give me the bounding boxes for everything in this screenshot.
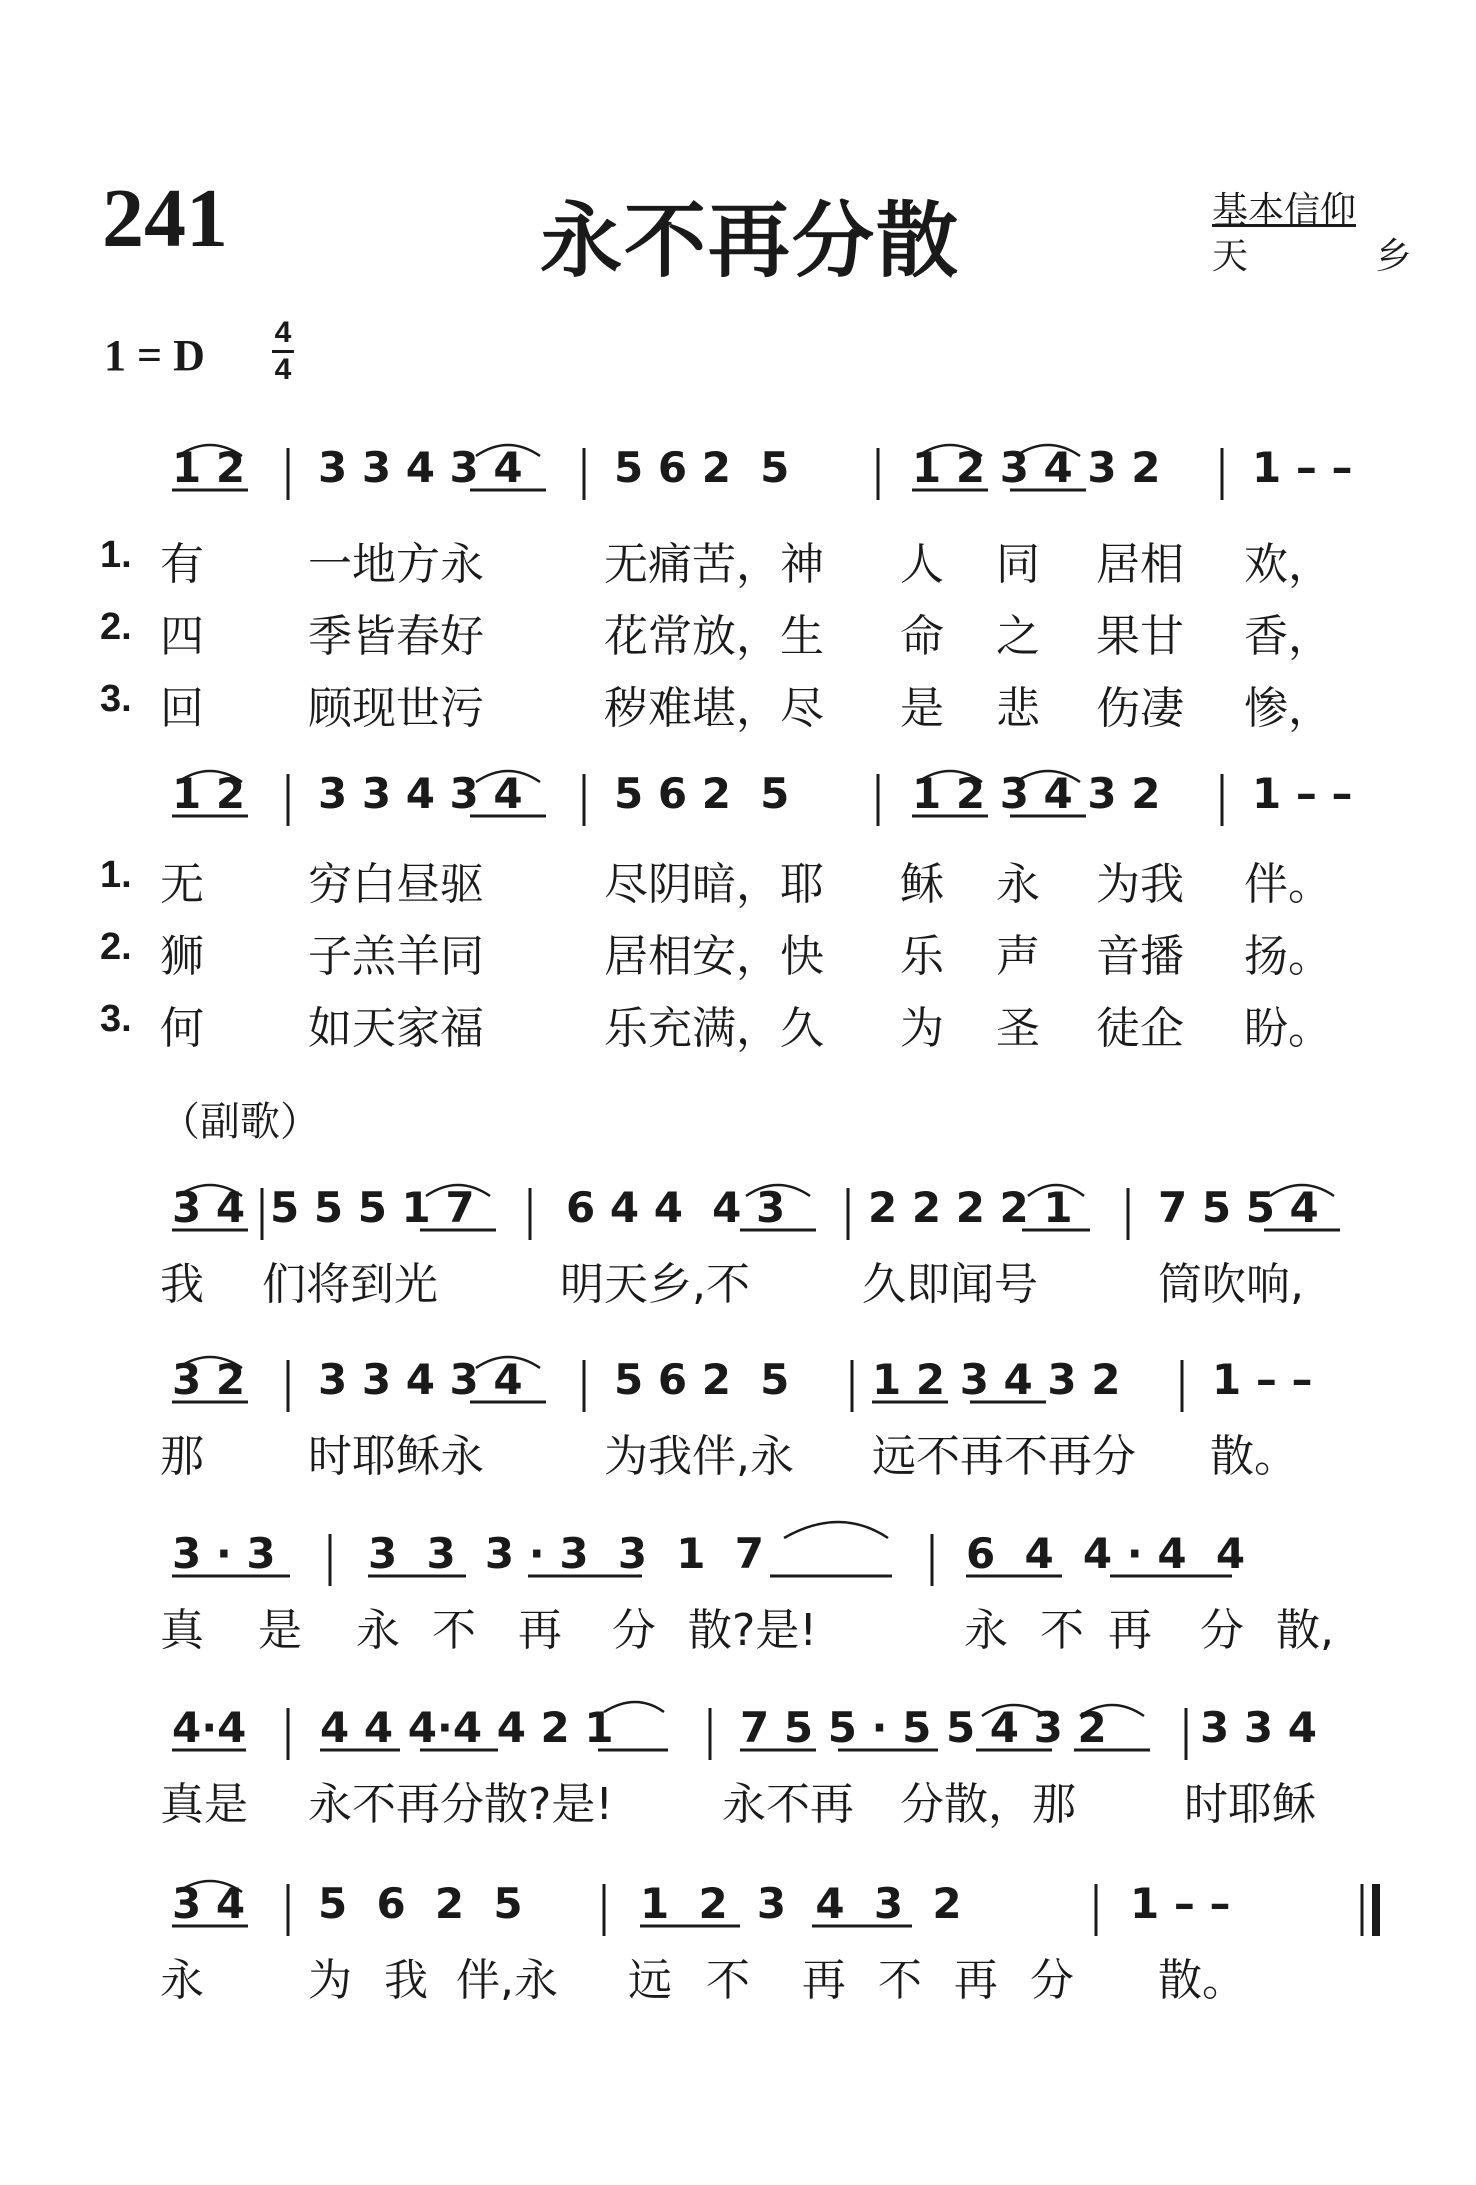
note-group: 3 · 3 xyxy=(172,1529,276,1578)
lyric: 无痛苦，神 xyxy=(604,539,824,590)
lyric: 命 xyxy=(900,611,944,662)
note-group: 1 2 3 4 3 2 xyxy=(640,1879,962,1928)
verse-number: 3. xyxy=(100,678,132,720)
note-group: 2 2 2 2 1 xyxy=(868,1183,1073,1232)
note-group: 3 2 xyxy=(172,1355,246,1404)
lyric: 有 xyxy=(160,539,204,590)
note-group: 3 3 4 3 4 xyxy=(318,769,523,818)
lyric: 明天乡,不 xyxy=(560,1259,750,1310)
lyric: 永 xyxy=(356,1605,400,1656)
notation-chorus-2 xyxy=(0,1332,1476,1412)
lyric: 是 xyxy=(900,683,944,734)
lyric: 再 xyxy=(518,1605,562,1656)
time-signature-top: 4 xyxy=(274,316,292,349)
lyric: 乐充满，久 xyxy=(604,1003,824,1054)
lyric: 香， xyxy=(1244,611,1332,662)
lyric: 分 xyxy=(1200,1605,1244,1656)
hymn-title: 永不再分散 xyxy=(540,194,961,289)
lyric: 惨， xyxy=(1244,683,1332,734)
hymn-number: 241 xyxy=(102,172,228,265)
lyric: 秽难堪，尽 xyxy=(604,683,824,734)
lyric: 永不再 xyxy=(722,1779,854,1830)
note-group: 3 3 4 3 4 xyxy=(318,443,523,492)
note-group: 1 – – xyxy=(1130,1879,1231,1928)
lyric: 真 xyxy=(160,1605,204,1656)
chorus-lyric-line-5 xyxy=(0,1944,1476,2006)
note-group: 5 5 5 1 7 xyxy=(270,1183,475,1232)
lyric: 四 xyxy=(160,611,204,662)
verse-1-line-b xyxy=(0,848,1476,910)
note-group: 7 5 5 · 5 5 4 3 2 xyxy=(740,1703,1107,1752)
lyric: 欢， xyxy=(1244,539,1332,590)
note-group: 1 – – xyxy=(1252,769,1353,818)
lyric: 散, xyxy=(1276,1605,1334,1656)
lyric: 悲 xyxy=(996,683,1040,734)
lyric: 为我伴,永 xyxy=(604,1431,794,1482)
notation-line-1 xyxy=(0,420,1476,500)
verse-1-line-a xyxy=(0,528,1476,590)
lyric: 之 xyxy=(996,611,1040,662)
lyric: 盼。 xyxy=(1244,1003,1332,1054)
verse-2-line-a xyxy=(0,600,1476,662)
lyric: 声 xyxy=(996,931,1040,982)
lyric: 同 xyxy=(996,539,1040,590)
lyric: 永 xyxy=(996,859,1040,910)
lyric: 狮 xyxy=(160,931,204,982)
lyric: 尽阴暗，耶 xyxy=(604,859,824,910)
lyric: 为 xyxy=(900,1003,944,1054)
chorus-lyric-line-1 xyxy=(0,1248,1476,1310)
lyric: 不 xyxy=(432,1605,476,1656)
note-group: 1 – – xyxy=(1212,1355,1313,1404)
lyric: 分 xyxy=(1030,1955,1074,2006)
verse-number: 1. xyxy=(100,534,132,576)
lyric: 季皆春好 xyxy=(308,611,484,662)
lyric: 乐 xyxy=(900,931,944,982)
lyric: 徒企 xyxy=(1096,1003,1184,1054)
note-group: 1 2 xyxy=(172,443,246,492)
time-signature xyxy=(272,318,294,385)
note-group: 5 6 2 5 xyxy=(614,1355,790,1404)
lyric: 筒吹响, xyxy=(1158,1259,1304,1310)
chorus-label: （副歌） xyxy=(160,1099,320,1145)
lyric: 永 xyxy=(964,1605,1008,1656)
chorus-lyric-line-4 xyxy=(0,1768,1476,1830)
note-group: 6 4 4 4 3 xyxy=(566,1183,786,1232)
note-group: 1 2 xyxy=(172,769,246,818)
lyric: 分 xyxy=(612,1605,656,1656)
note-group: 6 4 4 · 4 4 xyxy=(966,1529,1246,1578)
note-group: 1 2 3 4 3 2 xyxy=(912,769,1161,818)
note-group: 3 3 4 3 4 xyxy=(318,1355,523,1404)
chorus-lyric-line-2 xyxy=(0,1420,1476,1482)
verse-number: 2. xyxy=(100,926,132,968)
lyric: 再 xyxy=(802,1955,846,2006)
notation-chorus-1 xyxy=(0,1160,1476,1240)
lyric: 远不再不再分 xyxy=(872,1431,1136,1482)
lyric: 我 xyxy=(384,1955,428,2006)
note-group: 4 4 4·4 4 2 1 xyxy=(320,1703,614,1752)
note-group: 3 4 xyxy=(172,1879,246,1928)
lyric: 再 xyxy=(954,1955,998,2006)
lyric: 顾现世污 xyxy=(308,683,484,734)
verse-3-line-b xyxy=(0,992,1476,1054)
lyric: 散。 xyxy=(1158,1955,1246,2006)
lyric: 散?是! xyxy=(688,1605,817,1656)
lyric: 们将到光 xyxy=(262,1259,438,1310)
lyric: 何 xyxy=(160,1003,204,1054)
note-group: 5 6 2 5 xyxy=(318,1879,523,1928)
lyric: 伴。 xyxy=(1244,859,1332,910)
verse-number: 1. xyxy=(100,854,132,896)
lyric: 伤凄 xyxy=(1096,683,1184,734)
verse-number: 3. xyxy=(100,998,132,1040)
lyric: 真是 xyxy=(160,1779,248,1830)
key-signature: 1 = D xyxy=(104,331,205,380)
lyric: 永 xyxy=(160,1955,204,2006)
note-group: 3 3 3 · 3 3 1 7 xyxy=(368,1529,764,1578)
notation-chorus-5 xyxy=(0,1856,1476,1936)
notation-chorus-4 xyxy=(0,1680,1476,1760)
lyric: 子羔羊同 xyxy=(308,931,484,982)
notation-line-2 xyxy=(0,746,1476,826)
lyric: 花常放，生 xyxy=(604,611,824,662)
lyric: 永不再分散?是! xyxy=(308,1779,613,1830)
lyric: 穷白昼驱 xyxy=(308,859,484,910)
note-group: 1 2 3 4 3 2 xyxy=(912,443,1161,492)
lyric: 不 xyxy=(1040,1605,1084,1656)
chorus-lyric-line-3 xyxy=(0,1594,1476,1656)
lyric: 人 xyxy=(900,539,944,590)
lyric: 我 xyxy=(160,1259,204,1310)
lyric: 稣 xyxy=(900,859,944,910)
lyric: 回 xyxy=(160,683,204,734)
lyric: 为 xyxy=(308,1955,352,2006)
lyric: 圣 xyxy=(996,1003,1040,1054)
verse-3-line-a xyxy=(0,672,1476,734)
lyric: 那 xyxy=(160,1431,204,1482)
note-group: 7 5 5 4 xyxy=(1158,1183,1319,1232)
note-group: 3 4 xyxy=(172,1183,246,1232)
lyric: 伴,永 xyxy=(456,1955,558,2006)
lyric: 分散，那 xyxy=(900,1779,1076,1830)
note-group: 3 3 4 xyxy=(1200,1703,1317,1752)
lyric: 果甘 xyxy=(1096,611,1184,662)
lyric: 散。 xyxy=(1210,1431,1298,1482)
lyric: 扬。 xyxy=(1244,931,1332,982)
hymn-author: 天 乡 xyxy=(1212,236,1470,277)
lyric: 是 xyxy=(258,1605,302,1656)
notation-chorus-3 xyxy=(0,1506,1476,1586)
verse-2-line-b xyxy=(0,920,1476,982)
lyric: 如天家福 xyxy=(308,1003,484,1054)
note-group: 4·4 xyxy=(172,1703,247,1752)
lyric: 时耶稣永 xyxy=(308,1431,484,1482)
lyric: 居相 xyxy=(1096,539,1184,590)
hymn-category: 基本信仰 xyxy=(1212,190,1357,231)
lyric: 无 xyxy=(160,859,204,910)
lyric: 居相安，快 xyxy=(604,931,824,982)
lyric: 时耶稣 xyxy=(1184,1779,1316,1830)
verse-number: 2. xyxy=(100,606,132,648)
note-group: 5 6 2 5 xyxy=(614,443,790,492)
note-group: 1 2 3 4 3 2 xyxy=(872,1355,1121,1404)
lyric: 一地方永 xyxy=(308,539,484,590)
lyric: 久即闻号 xyxy=(862,1259,1038,1310)
lyric: 不 xyxy=(706,1955,750,2006)
note-group: 1 – – xyxy=(1252,443,1353,492)
note-group: 5 6 2 5 xyxy=(614,769,790,818)
lyric: 音播 xyxy=(1096,931,1184,982)
lyric: 再 xyxy=(1108,1605,1152,1656)
lyric: 不 xyxy=(878,1955,922,2006)
lyric: 为我 xyxy=(1096,859,1184,910)
time-signature-bottom: 4 xyxy=(274,353,292,386)
lyric: 远 xyxy=(628,1955,672,2006)
